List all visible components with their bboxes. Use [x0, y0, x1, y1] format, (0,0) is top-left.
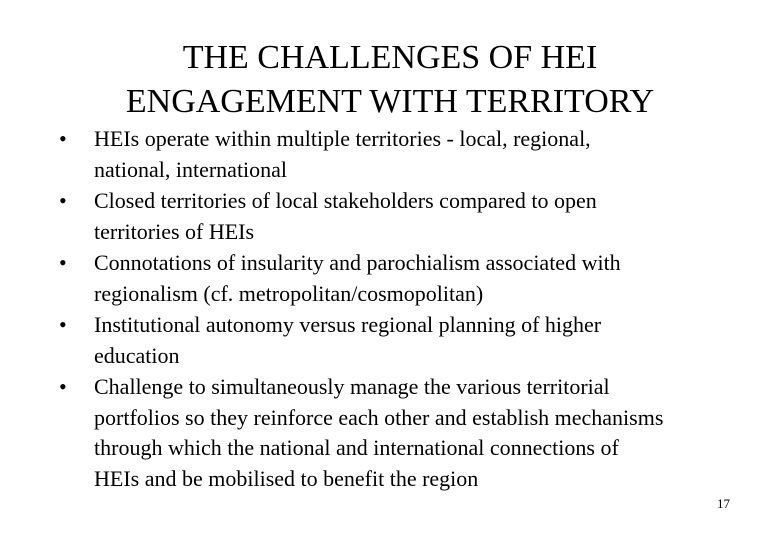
bullet-4-line-1: Institutional autonomy versus regional planning of higher — [94, 312, 602, 337]
bullet-item-connotations — [54, 248, 734, 309]
bullet-marker: • — [59, 126, 67, 151]
bullet-item-challenge — [54, 372, 734, 494]
bullet-marker: • — [59, 374, 67, 399]
slide-title — [60, 36, 720, 124]
bullet-2-line-1: Closed territories of local stakeholders compared to open — [94, 188, 597, 213]
bullet-5-line-1: Challenge to simultaneously manage the various territorial — [94, 374, 610, 399]
bullet-item-closed-territories — [54, 186, 734, 247]
page-number: 17 — [717, 496, 730, 511]
bullet-3-line-2: regionalism (cf. metropolitan/cosmopolitan) — [94, 280, 484, 306]
bullet-5-line-4: HEIs and be mobilised to benefit the region — [94, 465, 479, 491]
bullet-marker: • — [59, 312, 67, 337]
bullet-1-line-2: national, international — [94, 156, 288, 182]
bullet-2-line-2: territories of HEIs — [94, 218, 255, 244]
bullet-marker: • — [59, 188, 67, 213]
title-line-2: ENGAGEMENT WITH TERRITORY — [125, 83, 655, 120]
title-line-1: THE CHALLENGES OF HEI — [182, 39, 598, 76]
bullet-list — [54, 124, 734, 495]
bullet-3-line-1: Connotations of insularity and parochialism associated with — [94, 250, 621, 275]
bullet-marker: • — [59, 250, 67, 275]
bullet-item-institutional-autonomy — [54, 310, 734, 371]
bullet-5-line-2: portfolios so they reinforce each other and establish mechanisms — [94, 404, 664, 430]
bullet-item-multiple-territories — [54, 124, 734, 185]
bullet-1-line-1: HEIs operate within multiple territories - local, regional, — [94, 126, 591, 151]
bullet-4-line-2: education — [94, 342, 180, 368]
bullet-5-line-3: through which the national and international connections of — [94, 435, 619, 460]
